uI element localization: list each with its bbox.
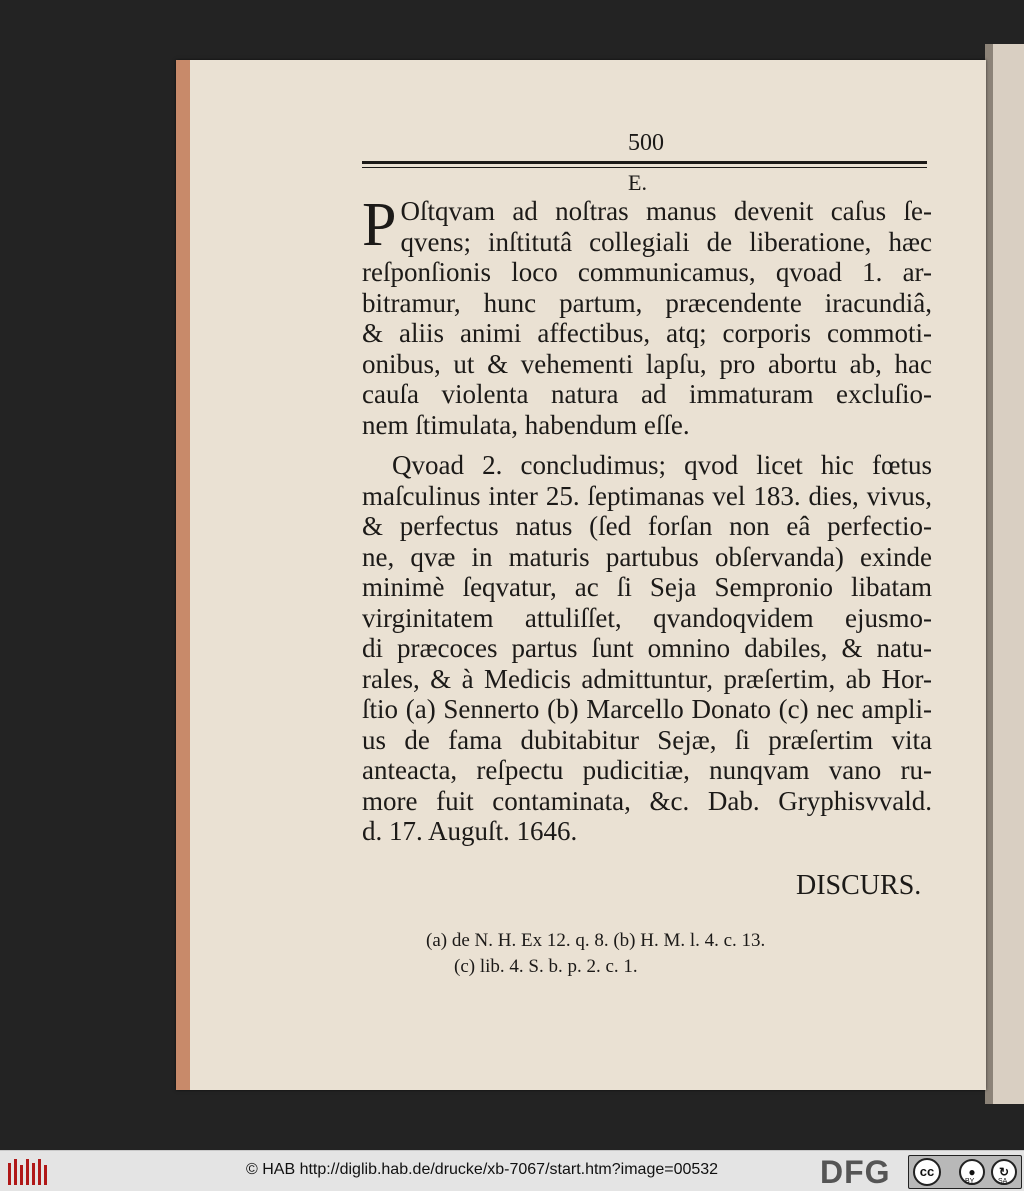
text-line: anteacta, reſpectu pudicitiæ, nunqvam vano ru- [362, 755, 932, 785]
dfg-logo[interactable]: DFG [820, 1154, 891, 1190]
text-line: qvens; inſtitutâ collegiali de liberatione, hæc [400, 226, 932, 257]
text-line: maſculinus inter 25. ſeptimanas vel 183. dies, vivus, [362, 480, 932, 511]
header-rule [362, 161, 927, 164]
footnotes [426, 928, 765, 980]
drop-cap: P [362, 191, 397, 259]
text-line: ne, qvæ in maturis partubus obſervanda) exinde [362, 541, 932, 572]
header-rule-thin [362, 167, 927, 168]
text-line: & aliis animi affectibus, atq; corporis commoti- [362, 318, 932, 348]
text-line: onibus, ut & vehementi lapſu, pro abortu ab, hac [362, 348, 932, 379]
text-line: d. 17. Auguſt. 1646. [362, 816, 578, 846]
text-line: ſtio (a) Sennerto (b) Marcello Donato (c) nec ampli- [362, 694, 932, 724]
attribution-icon: ● [959, 1159, 985, 1185]
footnote: (a) de N. H. Ex 12. q. 8. (b) H. M. l. 4. c. 13. [426, 930, 766, 951]
share-alike-icon: ↻ [991, 1159, 1017, 1185]
text-line: cauſa violenta natura ad immaturam excluſio- [362, 379, 932, 409]
text-line: Qvoad 2. concludimus; qvod licet hic fœtus [392, 450, 932, 480]
next-page-edge [985, 44, 1024, 1104]
text-line: minimè ſeqvatur, ac ſi Seja Sempronio libatam [362, 572, 932, 602]
text-line: Oſtqvam ad noſtras manus devenit caſus ſe- [400, 196, 932, 226]
text-line: bitramur, hunc partum, præcendente iracundiâ, [362, 287, 932, 318]
gathering-signature: E. [628, 170, 647, 195]
text-line: reſponſionis loco communicamus, qvoad 1. ar- [362, 257, 932, 287]
cc-icon: cc [913, 1158, 941, 1186]
by-label: BY [965, 1178, 975, 1185]
paragraph-1 [362, 191, 932, 440]
text-line: us de fama dubitabitur Sejæ, ſi præſertim vita [362, 724, 932, 755]
citation-link[interactable]: © HAB http://diglib.hab.de/drucke/xb-7067/start.htm?image=00532 [246, 1161, 719, 1178]
text-line: nem ſtimulata, habendum eſſe. [362, 409, 690, 440]
text-line: rales, & à Medicis admittuntur, præſertim, ab Hor- [362, 663, 932, 694]
sa-label: SA [998, 1178, 1008, 1185]
text-line: di præcoces partus ſunt omnino dabiles, & natu- [362, 633, 932, 663]
footnote: (c) lib. 4. S. b. p. 2. c. 1. [454, 956, 638, 977]
hab-logo-icon[interactable] [6, 1157, 48, 1185]
text-line: more fuit contaminata, &c. Dab. Gryphisvvald. [362, 785, 932, 816]
text-line: & perfectus natus (ſed forſan non eâ perfectio- [362, 511, 932, 541]
page-edge [176, 60, 190, 1090]
text-line: virginitatem attuliſſet, qvandoqvidem ejusmo- [362, 602, 932, 633]
paragraph-2 [362, 450, 932, 847]
footer-bar [0, 1150, 1024, 1191]
catchword: DISCURS. [796, 870, 922, 901]
cc-license-badge[interactable] [908, 1155, 1022, 1189]
book-page [176, 60, 986, 1090]
page-number: 500 [628, 130, 664, 156]
